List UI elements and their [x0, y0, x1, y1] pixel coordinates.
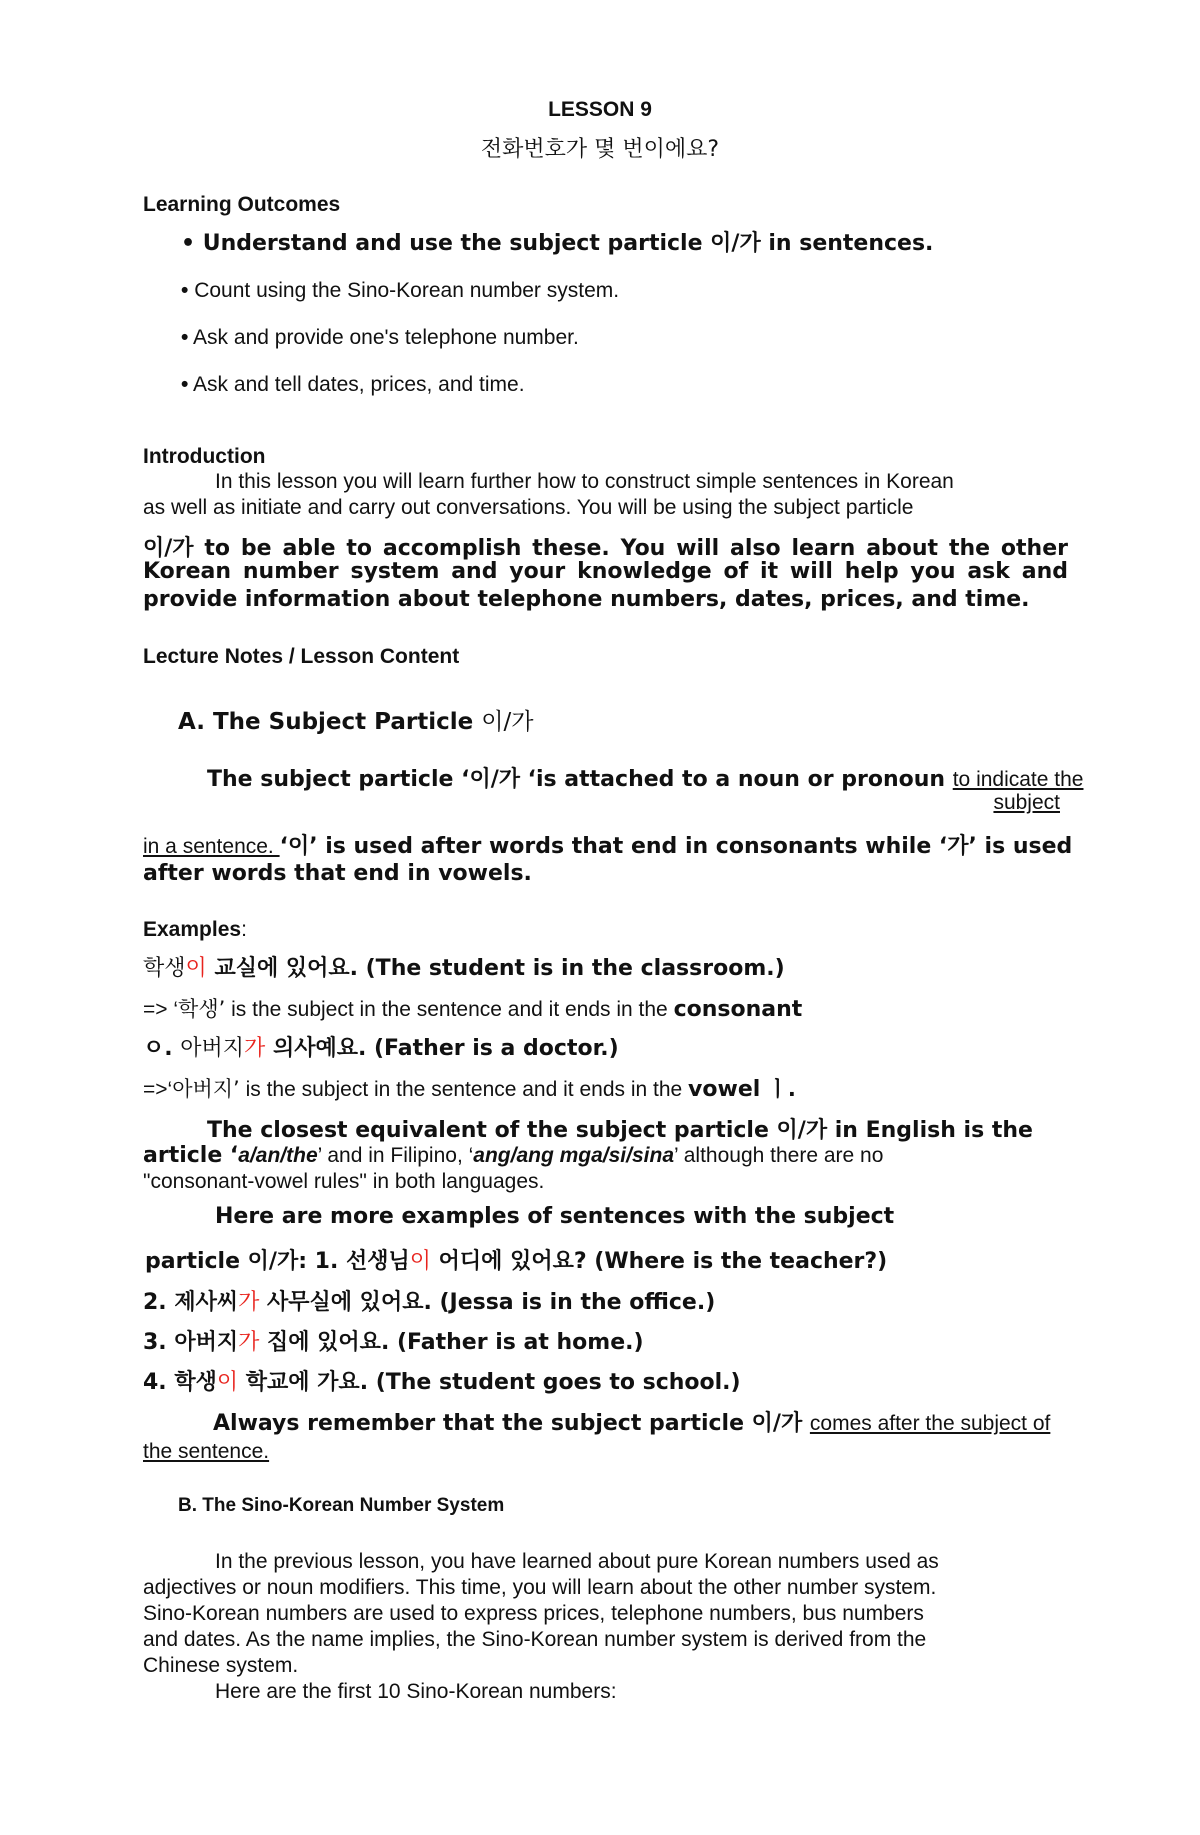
example-note: =>‘아버지’ is the subject in the sentence and it ends in the vowel ㅣ. — [143, 1077, 796, 1102]
equivalent-line: The closest equivalent of the subject particle 이/가 in English is the — [207, 1118, 1033, 1143]
equivalent-line: article ‘a/an/the’ and in Filipino, ‘ang/ang mga/si/sina’ although there are no — [143, 1143, 884, 1168]
section-b-para-line: Here are the first 10 Sino-Korean numbers: — [215, 1680, 617, 1703]
section-b-heading: B. The Sino-Korean Number System — [178, 1495, 505, 1516]
bullet-icon: • — [181, 326, 189, 349]
examples-label: Examples: — [143, 918, 247, 941]
lecture-heading: Lecture Notes / Lesson Content — [143, 645, 460, 668]
outcome-item: • Ask and provide one's telephone number. — [181, 326, 579, 349]
outcomes-heading: Learning Outcomes — [143, 193, 341, 216]
more-example-item: 2. 제사씨가 사무실에 있어요. (Jessa is in the office.) — [143, 1290, 716, 1315]
intro-line: as well as initiate and carry out conversations. You will be using the subject particle — [143, 496, 914, 519]
always-line: the sentence. — [143, 1440, 270, 1463]
example-sentence: 학생이 교실에 있어요. (The student is in the classroom.) — [143, 956, 785, 981]
section-b-para-line: adjectives or noun modifiers. This time, you will learn about the other number system. — [143, 1576, 937, 1599]
intro-line: provide information about telephone numbers, dates, prices, and time. — [143, 587, 1030, 612]
outcome-item: • Count using the Sino-Korean number system. — [181, 279, 620, 302]
bullet-icon: • — [181, 373, 189, 396]
more-example-item: 4. 학생이 학교에 가요. (The student goes to school.) — [143, 1370, 741, 1395]
section-a-para-line: The subject particle ‘이/가 ‘is attached to a noun or pronoun to indicate the — [207, 767, 1084, 792]
section-a-para-line: subject — [993, 791, 1060, 814]
intro-heading: Introduction — [143, 445, 266, 468]
example-sentence: ㅇ. 아버지가 의사예요. (Father is a doctor.) — [143, 1036, 619, 1061]
outcome-item: • Ask and tell dates, prices, and time. — [181, 373, 525, 396]
section-b-para-line: In the previous lesson, you have learned about pure Korean numbers used as — [215, 1550, 939, 1573]
example-note: => ‘학생’ is the subject in the sentence and it ends in the consonant — [143, 997, 803, 1022]
outcome-item: • Understand and use the subject particle 이/가 in sentences. — [181, 231, 934, 256]
section-a-heading: A. The Subject Particle 이/가 — [178, 709, 534, 735]
lesson-number: LESSON 9 — [548, 98, 652, 121]
equivalent-line: "consonant-vowel rules" in both languages. — [143, 1170, 545, 1193]
intro-line: Korean number system and your knowledge of it will help you ask and — [143, 559, 1068, 584]
more-example-item: 3. 아버지가 집에 있어요. (Father is at home.) — [143, 1330, 644, 1355]
lesson-title: 전화번호가 몇 번이에요? — [480, 137, 720, 162]
intro-line: In this lesson you will learn further how to construct simple sentences in Korean — [215, 470, 954, 493]
section-b-para-line: and dates. As the name implies, the Sino-Korean number system is derived from the — [143, 1628, 927, 1651]
always-line: Always remember that the subject particle 이/가 comes after the subject of — [213, 1411, 1051, 1436]
section-a-para-line: in a sentence. ‘이’ is used after words that end in consonants while ‘가’ is used — [143, 834, 1073, 859]
section-a-para-line: after words that end in vowels. — [143, 861, 532, 886]
section-b-para-line: Sino-Korean numbers are used to express prices, telephone numbers, bus numbers — [143, 1602, 924, 1625]
bullet-icon: • — [181, 279, 189, 302]
more-examples-line: particle 이/가: 1. 선생님이 어디에 있어요? (Where is the teacher?) — [145, 1249, 888, 1274]
intro-line: 이/가 to be able to accomplish these. You will also learn about the other — [143, 536, 1068, 561]
bullet-icon: • — [181, 231, 196, 256]
section-b-para-line: Chinese system. — [143, 1654, 299, 1677]
more-examples-line: Here are more examples of sentences with the subject — [215, 1204, 895, 1229]
